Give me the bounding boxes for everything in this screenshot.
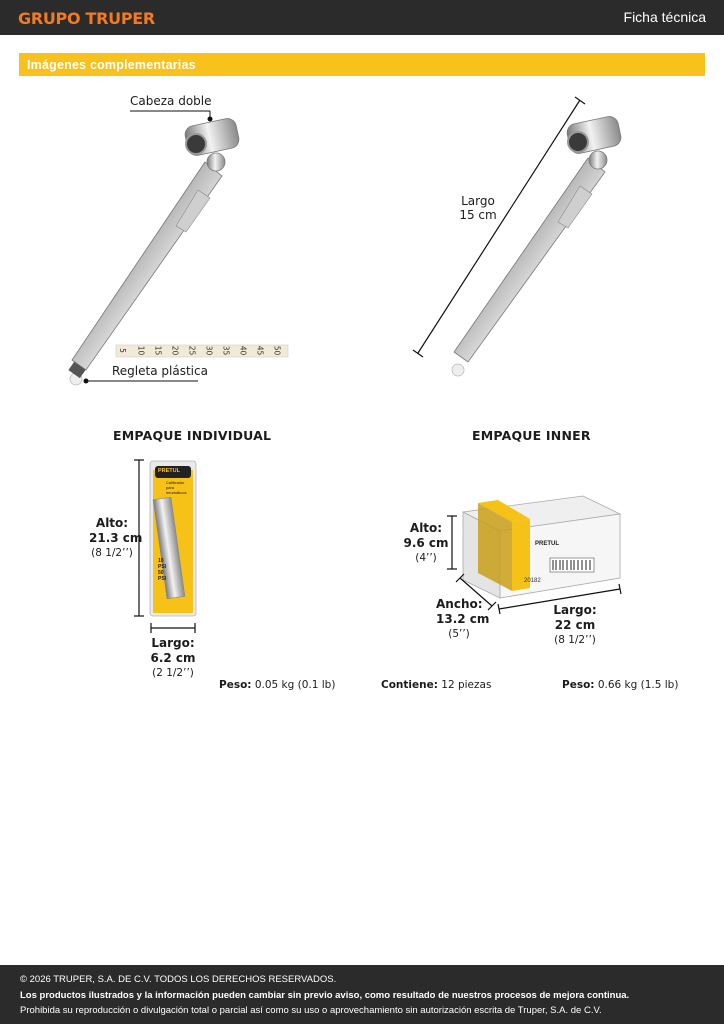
card-value: PSI — [158, 564, 167, 570]
box-brand: PRETUL — [535, 541, 559, 547]
card-title: Calibrador para neumáticos — [166, 480, 187, 495]
width-in: (2 1/2’’) — [152, 667, 194, 679]
inner-weight — [562, 679, 678, 691]
individual-pack-heading: EMPAQUE INDIVIDUAL — [113, 428, 272, 443]
contains-label: Contiene: — [381, 679, 438, 691]
ruler-mark: 30 — [204, 345, 214, 356]
inner-pack-heading: EMPAQUE INNER — [472, 428, 591, 443]
height-in: (4’’) — [415, 552, 437, 564]
section-title: Imágenes complementarias — [27, 58, 196, 72]
weight-label: Peso: — [219, 679, 252, 691]
height-cm: 9.6 cm — [403, 536, 449, 550]
width-cm: 6.2 cm — [150, 651, 196, 665]
length-label: Largo — [461, 194, 495, 208]
inner-depth-label — [436, 597, 490, 642]
inner-length-label — [552, 603, 598, 648]
head-callout-label: Cabeza doble — [130, 94, 212, 108]
ruler-mark: 35 — [221, 345, 231, 356]
card-value: PSI — [158, 576, 167, 582]
weight-value: 0.66 kg (1.5 lb) — [597, 679, 679, 691]
brand-logo: GRUPO TRUPER — [18, 9, 155, 28]
footer-copyright: © 2026 TRUPER, S.A. DE C.V. TODOS LOS DERECHOS RESERVADOS. — [20, 974, 337, 985]
height-label: Alto: — [95, 516, 129, 530]
height-label: Alto: — [409, 521, 443, 535]
weight-label: Peso: — [562, 679, 595, 691]
width-label: Largo: — [151, 636, 195, 650]
depth-cm: 13.2 cm — [436, 612, 490, 626]
card-value: 50 — [158, 570, 164, 576]
length-value: 15 cm — [459, 208, 497, 222]
length-cm: 22 cm — [554, 618, 596, 632]
height-in: (8 1/2’’) — [91, 547, 133, 559]
ruler-mark: 15 — [153, 345, 163, 356]
length-in: (8 1/2’’) — [554, 634, 596, 646]
depth-label: Ancho: — [436, 597, 483, 611]
weight-value: 0.05 kg (0.1 lb) — [254, 679, 336, 691]
ruler-mark: 40 — [238, 345, 248, 356]
height-cm: 21.3 cm — [89, 531, 143, 545]
contains-value: 12 piezas — [441, 679, 492, 691]
ruler-mark: 45 — [255, 345, 265, 356]
length-label: Largo: — [553, 603, 597, 617]
ruler-callout-label: Regleta plástica — [112, 364, 208, 378]
inner-height-label — [403, 521, 449, 566]
ruler-mark: 50 — [272, 345, 282, 356]
footer-legal: Prohibida su reproducción o divulgación total o parcial así como su uso o aprovechamiento sin autorización escrita de Truper, S.A. de C.V. — [20, 1005, 602, 1016]
card-brand: PRETUL — [158, 468, 180, 474]
depth-in: (5’’) — [448, 628, 470, 640]
card-value: 10 — [158, 558, 164, 564]
ruler-mark: 5 — [117, 348, 127, 353]
page-footer — [0, 965, 724, 1024]
ruler-mark: 20 — [170, 345, 180, 356]
inner-contains — [381, 679, 491, 691]
ruler-mark: 25 — [187, 345, 197, 356]
ruler-mark: 10 — [136, 345, 146, 356]
box-code: 20182 — [524, 578, 541, 584]
document-type: Ficha técnica — [623, 9, 706, 25]
footer-notice: Los productos ilustrados y la información pueden cambiar sin previo aviso, como resultado de nuestros procesos de mejora continua. — [20, 990, 630, 1001]
